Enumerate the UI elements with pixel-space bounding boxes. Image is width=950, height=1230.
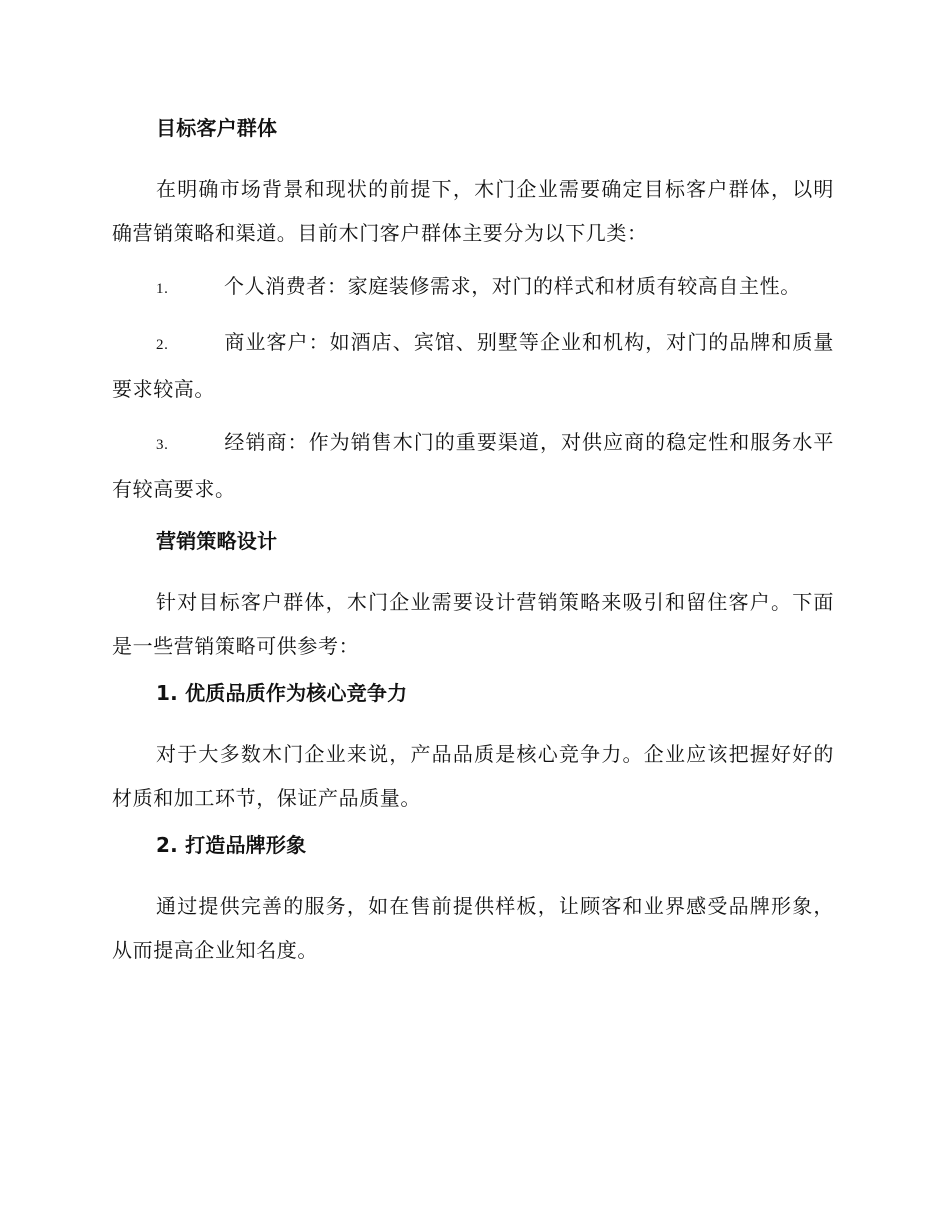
section-heading-target-customers: 目标客户群体 [156,116,278,140]
list-item-2 [112,320,834,411]
list-number: 3. [156,437,169,453]
list-item-text: 商业客户：如酒店、宾馆、别墅等企业和机构，对门的品牌和质量要求较高。 [112,330,834,401]
strategy-intro-paragraph: 针对目标客户群体，木门企业需要设计营销策略来吸引和留住客户。下面是一些营销策略可供参考： [112,590,834,658]
list-number: 1. [156,281,169,297]
quality-paragraph: 对于大多数木门企业来说，产品品质是核心竞争力。企业应该把握好好的材质和加工环节，保证产品质量。 [112,742,834,810]
subheading-quality: 1. 优质品质作为核心竞争力 [156,681,408,705]
section-intro-paragraph: 在明确市场背景和现状的前提下，木门企业需要确定目标客户群体，以明确营销策略和渠道。目前木门客户群体主要分为以下几类： [112,177,834,245]
list-item-text: 个人消费者：家庭装修需求，对门的样式和材质有较高自主性。 [224,274,801,298]
brand-paragraph: 通过提供完善的服务，如在售前提供样板，让顾客和业界感受品牌形象，从而提高企业知名度。 [112,894,834,962]
list-item-3 [112,420,834,511]
document-body [112,112,834,981]
list-item-1 [112,264,834,311]
subheading-brand: 2. 打造品牌形象 [156,833,307,857]
section-heading-marketing-strategy: 营销策略设计 [156,529,278,553]
list-number: 2. [156,337,169,353]
list-item-text: 经销商：作为销售木门的重要渠道，对供应商的稳定性和服务水平有较高要求。 [112,430,834,501]
